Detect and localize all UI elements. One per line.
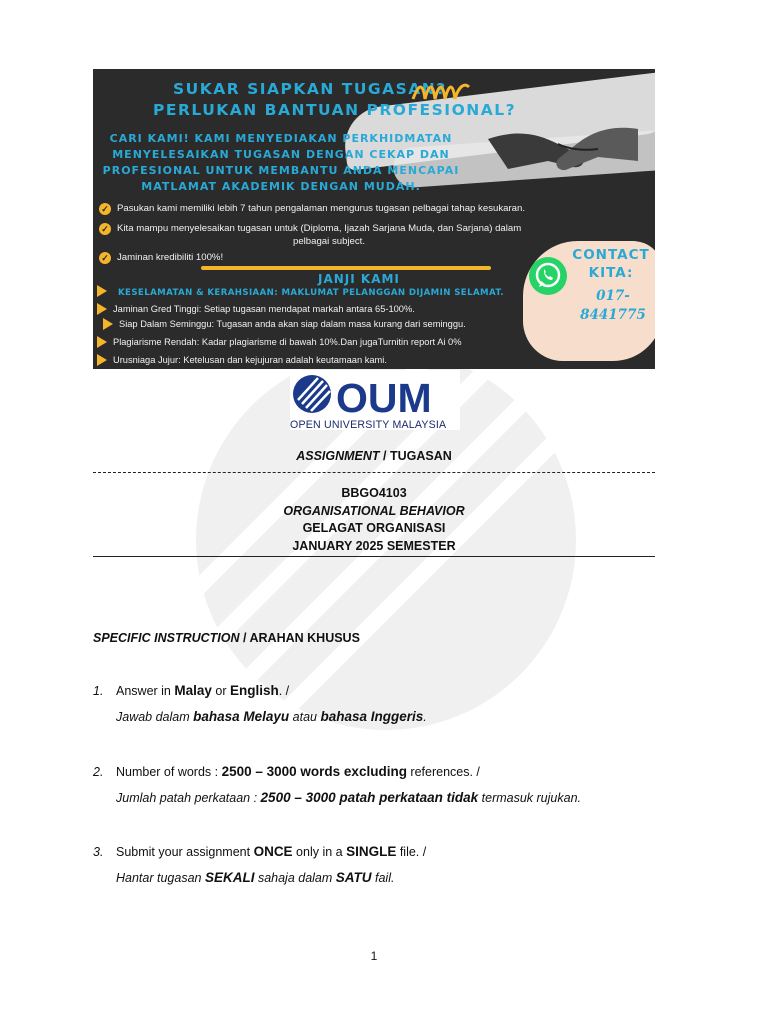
assignment-title: ASSIGNMENT / TUGASAN	[296, 449, 452, 463]
instruction-item: 2. Number of words : 2500 – 3000 words excluding references. / Jumlah patah perkataan : 2500 – 3000 patah perkataan tidak termasuk rujukan.	[93, 764, 581, 805]
arrow-icon	[97, 354, 107, 366]
oum-wordmark: OUM	[336, 375, 432, 421]
ad-banner	[93, 69, 655, 369]
course-code: BBGO4103	[341, 486, 407, 500]
dashed-divider	[93, 472, 655, 473]
divider	[201, 266, 491, 270]
semester: JANUARY 2025 SEMESTER	[292, 539, 456, 553]
contact-label: CONTACT KITA:	[572, 247, 650, 281]
course-name-en: ORGANISATIONAL BEHAVIOR	[283, 504, 465, 518]
promise-item: Jaminan Gred Tinggi: Setiap tugasan mendapat markah antara 65-100%.	[97, 303, 415, 315]
promise-item: Plagiarisme Rendah: Kadar plagiarisme di bawah 10%.Dan jugaTurnitin report Ai 0%	[97, 336, 461, 348]
check-icon: ✓	[99, 223, 111, 235]
arrow-icon	[97, 303, 107, 315]
check-item: ✓ Pasukan kami memiliki lebih 7 tahun pengalaman mengurus tugasan pelbagai tahap kesukaran.	[99, 203, 525, 215]
arrow-icon	[103, 318, 113, 330]
logo-subtitle: OPEN UNIVERSITY MALAYSIA	[290, 419, 447, 431]
solid-divider	[93, 556, 655, 557]
instruction-item: 3. Submit your assignment ONCE only in a SINGLE file. / Hantar tugasan SEKALI sahaja dalam SATU fail.	[93, 844, 427, 885]
contact-phone: 017- 8441775	[580, 288, 646, 323]
promise-item: Urusniaga Jujur: Ketelusan dan kejujuran adalah keutamaan kami.	[97, 354, 387, 366]
page-number: 1	[370, 949, 378, 963]
banner-headline: SUKAR SIAPKAN TUGASAN? PERLUKAN BANTUAN PROFESIONAL?	[153, 80, 517, 119]
promise-item	[97, 285, 107, 297]
janji-title: JANJI KAMI	[318, 272, 400, 286]
check-icon: ✓	[99, 203, 111, 215]
instruction-item: 1. Answer in Malay or English. / Jawab dalam bahasa Melayu atau bahasa Inggeris.	[93, 683, 427, 724]
check-item: ✓ Kita mampu menyelesaikan tugasan untuk (Diploma, Ijazah Sarjana Muda, dan Sarjana) dalam	[99, 223, 521, 235]
promise-item: Siap Dalam Seminggu: Tugasan anda akan siap dalam masa kurang dari seminggu.	[103, 318, 466, 330]
safety-promise: KESELAMATAN & KERAHSIAAN: MAKLUMAT PELANGGAN DIJAMIN SELAMAT.	[118, 288, 504, 298]
arrow-icon	[97, 336, 107, 348]
banner-intro: CARI KAMI! KAMI MENYEDIAKAN PERKHIDMATAN MENYELESAIKAN TUGASAN DENGAN CEKAP DAN PROFESIONAL UNTUK MEMBANTU ANDA MENCAPAI MATLAMAT AKADEMIK DENGAN MUDAH.	[102, 132, 460, 193]
check-item-continued: pelbagai subject.	[293, 236, 366, 247]
specific-instruction-heading: SPECIFIC INSTRUCTION / ARAHAN KHUSUS	[93, 631, 360, 645]
scribble-icon	[411, 81, 471, 103]
arrow-icon	[97, 285, 107, 297]
course-name-ms: GELAGAT ORGANISASI	[302, 521, 446, 535]
check-icon: ✓	[99, 252, 111, 264]
check-item: ✓ Jaminan kredibiliti 100%!	[99, 252, 223, 264]
